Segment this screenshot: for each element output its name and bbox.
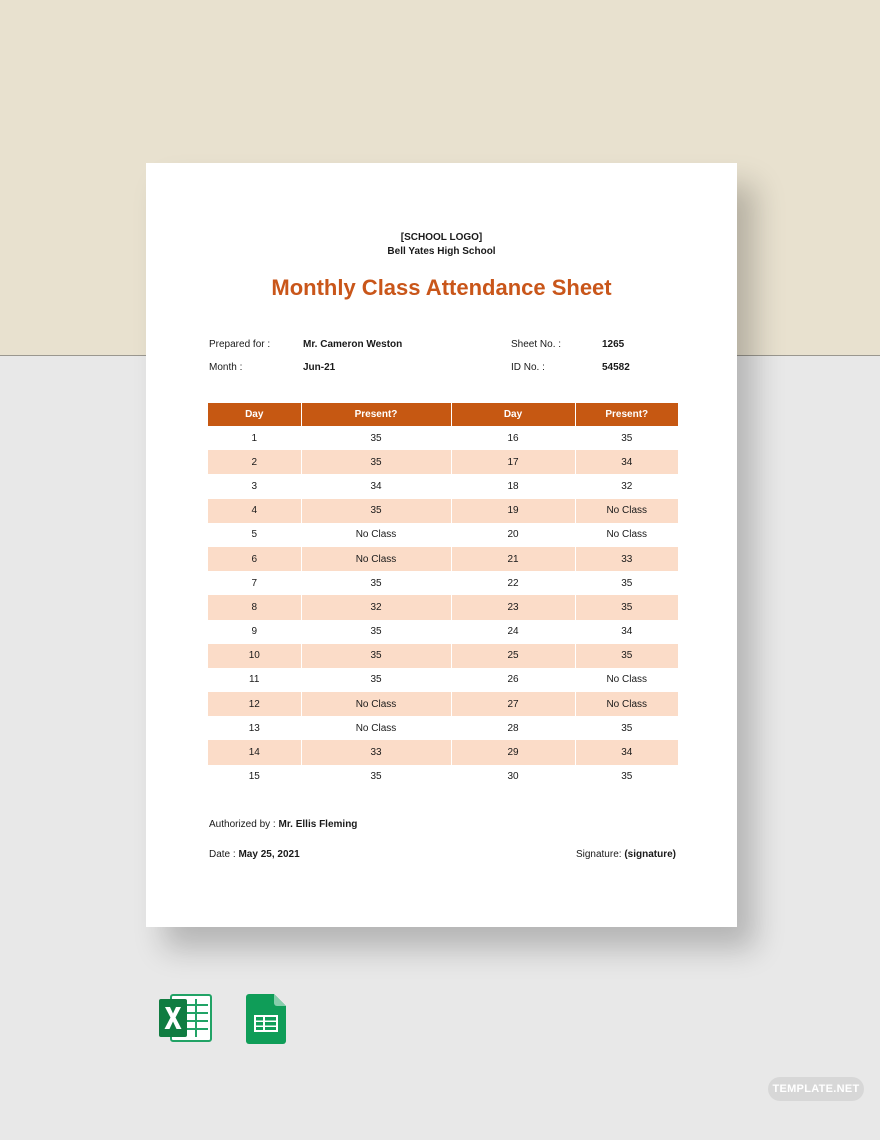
table-cell: 35 [621,577,633,589]
table-cell: No Class [301,547,451,571]
table-cell: 34 [575,450,678,474]
table-cell: 18 [451,474,575,498]
table-header-row [208,403,678,426]
table-row [208,644,678,668]
table-cell: 10 [208,644,301,668]
header-present-2: Present? [575,403,678,426]
school-name: Bell Yates High School [387,246,496,257]
table-cell: 35 [301,499,451,523]
table-cell: 11 [208,668,301,692]
template-net-badge[interactable]: TEMPLATE.NET [768,1077,864,1101]
table-cell: 7 [208,571,301,595]
sheet-no-label: Sheet No. : [511,339,562,350]
header-day-1: Day [208,403,301,426]
table-cell: 3 [208,474,301,498]
table-row [208,450,678,474]
school-logo-placeholder: [SCHOOL LOGO] [400,232,483,243]
id-no-value: 54582 [602,362,630,373]
table-row [208,765,678,789]
table-cell: 34 [575,740,678,764]
table-cell: 16 [451,426,575,450]
table-cell: 35 [301,426,451,450]
page-title: Monthly Class Attendance Sheet [271,275,612,300]
table-cell: 13 [208,716,301,740]
table-cell: 35 [621,722,633,734]
table-cell: 1 [208,426,301,450]
table-cell: No Class [606,674,648,686]
table-cell: No Class [575,499,678,523]
table-cell: No Class [301,716,451,740]
table-cell: 35 [301,571,451,595]
table-row [208,523,678,547]
signature-label: Signature: [575,849,622,860]
table-cell: 35 [621,771,633,783]
table-row [208,692,678,716]
authorized-by-value: Mr. Ellis Fleming [278,819,358,830]
table-cell: 9 [208,620,301,644]
attendance-table [208,403,678,789]
table-row [208,595,678,619]
table-cell: 35 [301,450,451,474]
authorized-by-label: Authorized by : [209,819,276,830]
table-cell: 35 [301,620,451,644]
table-cell: 24 [451,620,575,644]
excel-icon[interactable] [158,993,212,1043]
table-cell: 4 [208,499,301,523]
date-label: Date : [209,849,236,860]
table-cell: 35 [575,644,678,668]
table-row [208,740,678,764]
table-cell: 33 [301,740,451,764]
table-cell: 20 [451,523,575,547]
table-cell: 23 [451,595,575,619]
signature [576,849,676,860]
table-row [208,426,678,450]
table-cell: 21 [451,547,575,571]
attendance-sheet-page [146,163,737,927]
header-day-2: Day [451,403,575,426]
date [209,849,300,860]
table-cell: 2 [208,450,301,474]
table-cell: 30 [451,765,575,789]
table-cell: 15 [208,765,301,789]
header-present-1: Present? [301,403,451,426]
table-cell: 26 [451,668,575,692]
table-cell: 33 [575,547,678,571]
table-row [208,716,678,740]
signature-value: (signature) [624,849,676,860]
table-row [208,499,678,523]
table-cell: 8 [208,595,301,619]
table-row [208,474,678,498]
table-cell: 32 [301,595,451,619]
table-cell: 34 [621,626,633,638]
table-cell: 14 [208,740,301,764]
google-sheets-icon[interactable] [246,994,286,1044]
table-cell: 22 [451,571,575,595]
table-cell: No Class [301,692,451,716]
month-label: Month : [209,362,243,373]
date-value: May 25, 2021 [238,849,300,860]
table-row [208,620,678,644]
id-no-label: ID No. : [511,362,545,373]
table-cell: 6 [208,547,301,571]
table-cell: 5 [208,523,301,547]
table-cell: No Class [575,692,678,716]
authorized-by [209,819,357,830]
prepared-for-value: Mr. Cameron Weston [303,339,403,350]
table-row [208,571,678,595]
table-cell: 34 [301,474,451,498]
sheet-no-value: 1265 [602,339,625,350]
prepared-for-label: Prepared for : [209,339,271,350]
table-cell: 35 [301,644,451,668]
month-value: Jun-21 [303,362,336,373]
table-cell: 17 [451,450,575,474]
table-cell: 35 [621,432,633,444]
table-row [208,547,678,571]
table-cell: 29 [451,740,575,764]
table-cell: 32 [621,480,633,492]
table-cell: 25 [451,644,575,668]
table-cell: No Class [301,523,451,547]
table-cell: 19 [451,499,575,523]
table-cell: 27 [451,692,575,716]
table-cell: 35 [301,668,451,692]
table-cell: 35 [301,765,451,789]
table-cell: 28 [451,716,575,740]
table-cell: 35 [575,595,678,619]
table-row [208,668,678,692]
table-cell: No Class [606,529,648,541]
table-cell: 12 [208,692,301,716]
